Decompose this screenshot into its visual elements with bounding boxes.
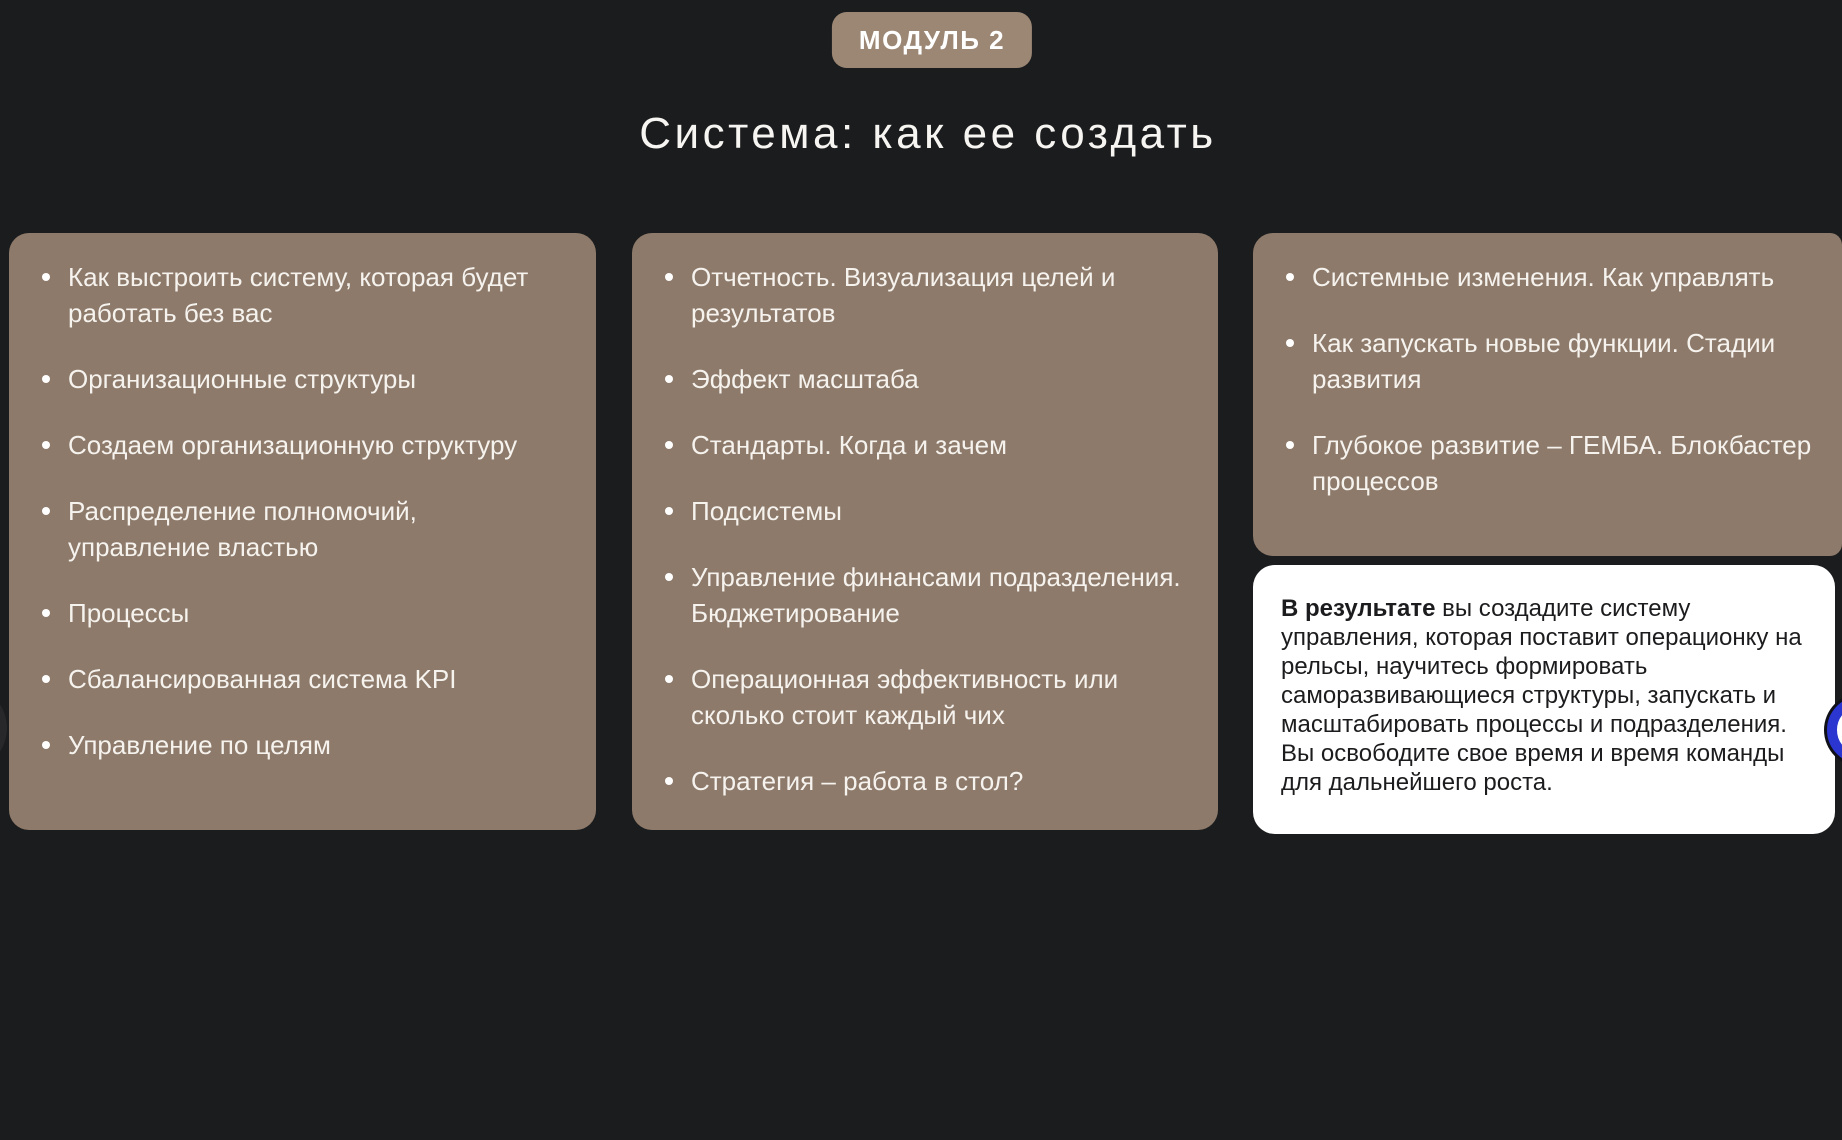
bullet-item: Сбалансированная система KPI xyxy=(40,661,566,697)
topics-card-1 xyxy=(9,233,596,830)
topics-list-2 xyxy=(632,233,1218,799)
bullet-item: Управление по целям xyxy=(40,727,566,763)
bullet-item: Управление финансами подразделения. Бюджетирование xyxy=(663,559,1188,631)
bullet-item: Эффект масштаба xyxy=(663,361,1188,397)
bullet-item: Распределение полномочий, управление властью xyxy=(40,493,566,565)
bullet-item: Системные изменения. Как управлять xyxy=(1284,259,1812,295)
bullet-item: Как выстроить систему, которая будет работать без вас xyxy=(40,259,566,331)
bullet-item: Создаем организационную структуру xyxy=(40,427,566,463)
prev-slide-button[interactable] xyxy=(0,685,7,771)
page-title: Система: как ее создать xyxy=(639,109,1217,158)
result-text xyxy=(1281,594,1809,797)
result-body: вы создадите систему управления, которая поставит операционку на рельсы, научитесь формировать саморазвивающиеся структуры, запускать и масштабировать процессы и подразделения. Вы освободите свое время и время команды для дальнейшего роста. xyxy=(1281,595,1802,796)
bullet-item: Подсистемы xyxy=(663,493,1188,529)
topics-card-2 xyxy=(632,233,1218,830)
result-card xyxy=(1253,565,1835,834)
topics-card-3 xyxy=(1253,233,1842,556)
bullet-item: Как запускать новые функции. Стадии развития xyxy=(1284,325,1812,397)
module-badge xyxy=(832,12,1032,68)
bullet-item: Отчетность. Визуализация целей и результатов xyxy=(663,259,1188,331)
bullet-item: Глубокое развитие – ГЕМБА. Блокбастер процессов xyxy=(1284,427,1812,499)
bullet-item: Организационные структуры xyxy=(40,361,566,397)
module-badge-label: МОДУЛЬ 2 xyxy=(858,25,1006,55)
result-lead: В результате xyxy=(1281,595,1436,622)
bullet-item: Операционная эффективность или сколько стоит каждый чих xyxy=(663,661,1188,733)
topics-list-1 xyxy=(9,233,596,763)
bullet-item: Стандарты. Когда и зачем xyxy=(663,427,1188,463)
bullet-item: Стратегия – работа в стол? xyxy=(663,763,1188,799)
topics-list-3 xyxy=(1253,233,1842,499)
bullet-item: Процессы xyxy=(40,595,566,631)
